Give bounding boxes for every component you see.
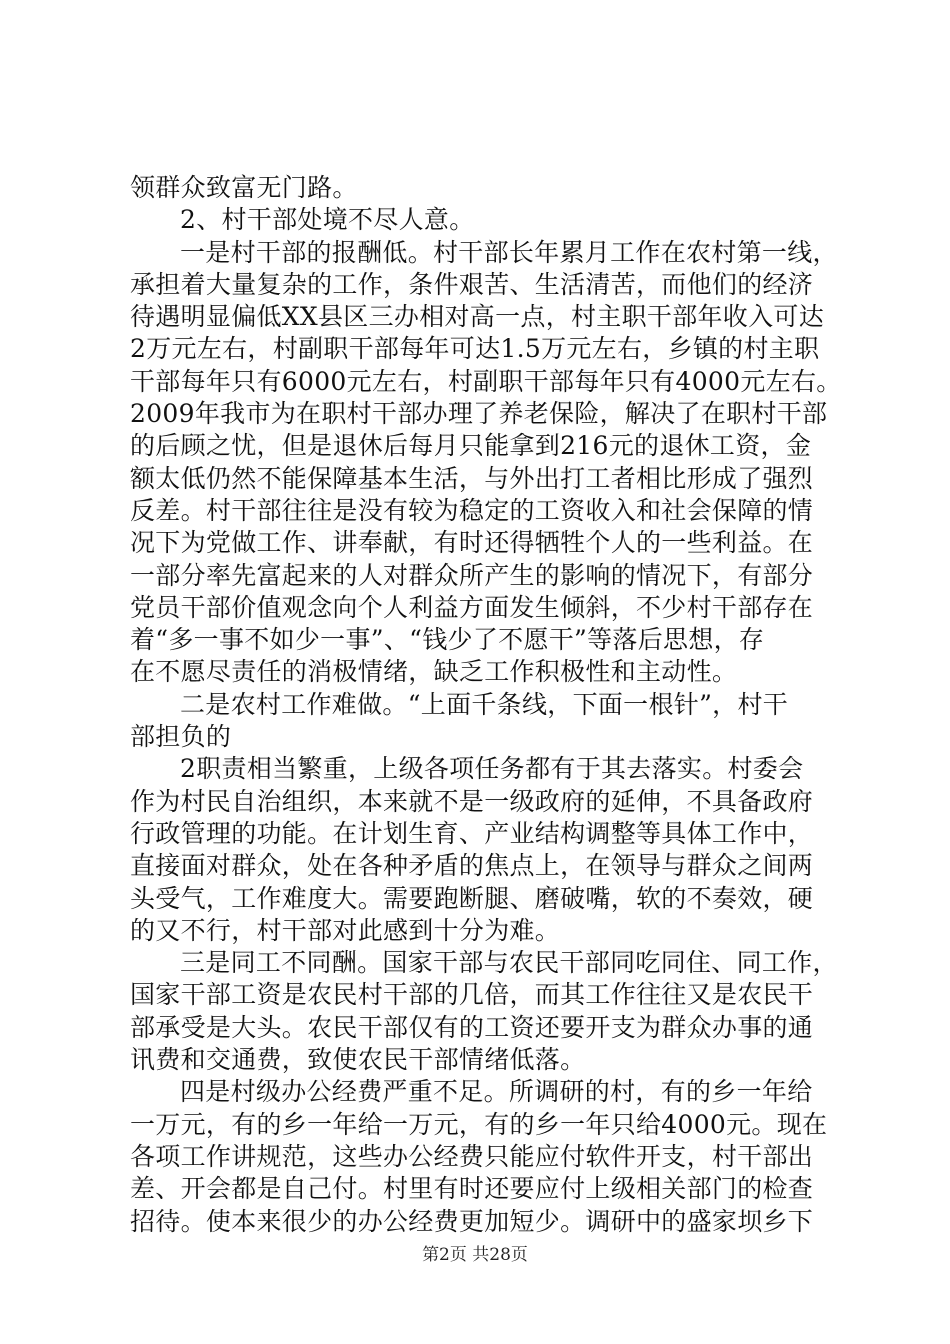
text-line: 作为村民自治组织，本来就不是一级政府的延伸，不具备政府	[130, 786, 814, 816]
text-line: 2、村干部处境不尽人意。	[180, 205, 475, 235]
text-line: 在不愿尽责任的消极情绪，缺乏工作积极性和主动性。	[130, 657, 738, 687]
text-line: 讯费和交通费，致使农民干部情绪低落。	[130, 1045, 586, 1075]
text-line: 三是同工不同酬。国家干部与农民干部同吃同住、同工作，	[180, 948, 838, 978]
text-line: 差、开会都是自己付。村里有时还要应付上级相关部门的检查	[130, 1174, 814, 1204]
text-line: 部担负的	[130, 722, 232, 752]
text-line: 一部分率先富起来的人对群众所产生的影响的情况下，有部分	[130, 560, 814, 590]
text-line: 招待。使本来很少的办公经费更加短少。调研中的盛家坝乡下	[130, 1206, 814, 1236]
text-line: 一是村干部的报酬低。村干部长年累月工作在农村第一线，	[180, 237, 838, 267]
text-line: 待遇明显偏低XX县区三办相对高一点，村主职干部年收入可达	[130, 302, 824, 332]
text-line: 况下为党做工作、讲奉献，有时还得牺牲个人的一些利益。在	[130, 528, 814, 558]
text-line: 着“多一事不如少一事”、“钱少了不愿干”等落后思想，存	[130, 625, 765, 655]
text-line: 干部每年只有6000元左右，村副职干部每年只有4000元左右。	[130, 366, 842, 396]
text-line: 直接面对群众，处在各种矛盾的焦点上，在领导与群众之间两	[130, 851, 814, 881]
text-line: 二是农村工作难做。“上面千条线，下面一根针”，村干	[180, 689, 789, 719]
text-line: 承担着大量复杂的工作，条件艰苦、生活清苦，而他们的经济	[130, 269, 814, 299]
text-line: 的后顾之忧，但是退休后每月只能拿到216元的退休工资，金	[130, 431, 812, 461]
text-line: 各项工作讲规范，这些办公经费只能应付软件开支，村干部出	[130, 1141, 814, 1171]
text-line: 部承受是大头。农民干部仅有的工资还要开支为群众办事的通	[130, 1012, 814, 1042]
text-line: 党员干部价值观念向个人利益方面发生倾斜，不少村干部存在	[130, 592, 814, 622]
text-line: 领群众致富无门路。	[130, 173, 358, 202]
text-line: 2职责相当繁重，上级各项任务都有于其去落实。村委会	[180, 754, 804, 784]
text-line: 反差。村干部往往是没有较为稳定的工资收入和社会保障的情	[130, 495, 814, 525]
text-line: 额太低仍然不能保障基本生活，与外出打工者相比形成了强烈	[130, 463, 814, 493]
text-line: 行政管理的功能。在计划生育、产业结构调整等具体工作中，	[130, 818, 814, 848]
document-body	[130, 172, 842, 1238]
page-footer: 第2页 共28页	[422, 1245, 528, 1265]
text-line: 头受气，工作难度大。需要跑断腿、磨破嘴，软的不奏效，硬	[130, 883, 814, 913]
text-line: 国家干部工资是农民村干部的几倍，而其工作往往又是农民干	[130, 980, 814, 1010]
text-line: 一万元，有的乡一年给一万元，有的乡一年只给4000元。现在	[130, 1109, 828, 1139]
text-line: 的又不行，村干部对此感到十分为难。	[130, 915, 561, 945]
text-line: 2万元左右，村副职干部每年可达1.5万元左右，乡镇的村主职	[130, 334, 820, 364]
text-line: 2009年我市为在职村干部办理了养老保险，解决了在职村干部	[130, 399, 828, 429]
text-line: 四是村级办公经费严重不足。所调研的村，有的乡一年给	[180, 1077, 813, 1107]
